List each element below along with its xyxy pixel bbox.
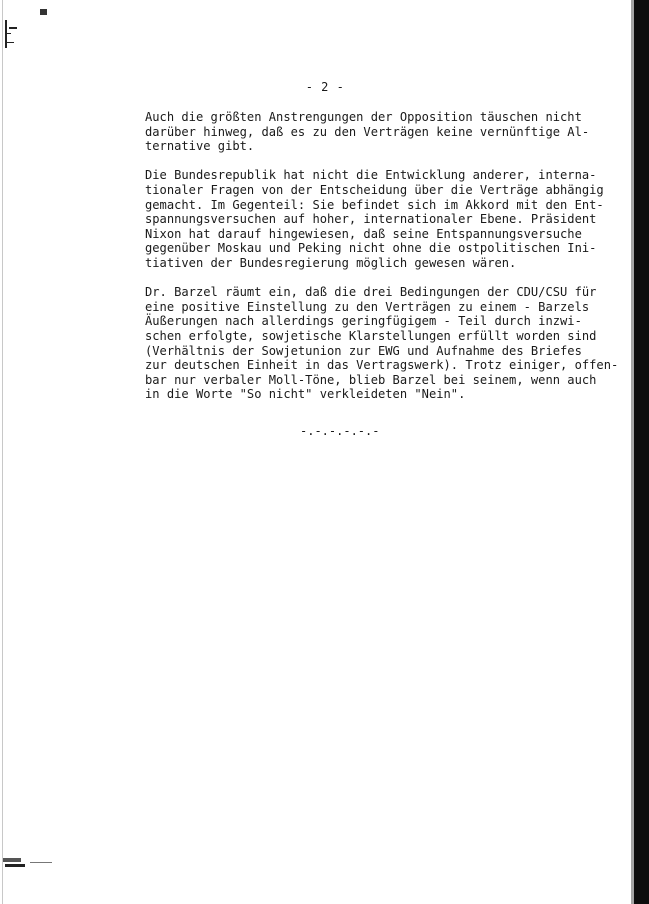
- text-line: ternative gibt.: [145, 139, 255, 154]
- text-line: in die Worte "So nicht" verkleideten "Nein".: [145, 387, 466, 402]
- text-line: zur deutschen Einheit in das Vertragswerk). Trotz einiger, offen-: [145, 358, 619, 373]
- text-line: tiativen der Bundesregierung möglich gewesen wären.: [145, 255, 517, 270]
- paragraph-1: [145, 110, 615, 154]
- text-line: tionaler Fragen von der Entscheidung über die Verträge abhängig: [145, 182, 604, 197]
- paragraph-2: [145, 168, 615, 270]
- text-line: Äußerungen nach allerdings geringfügigem - Teil durch inzwi-: [145, 314, 582, 329]
- paragraph-3: [145, 285, 619, 402]
- scan-artifact: [5, 20, 7, 48]
- scan-artifact: [5, 42, 14, 43]
- text-line: darüber hinweg, daß es zu den Verträgen keine vernünftige Al-: [145, 124, 590, 139]
- text-line: gegenüber Moskau und Peking nicht ohne die ostpolitischen Ini-: [145, 241, 597, 256]
- text-line: spannungsversuchen auf hoher, internationaler Ebene. Präsident: [145, 212, 597, 227]
- document-body: [145, 110, 619, 416]
- scan-artifact: [3, 858, 21, 862]
- scan-artifact: [30, 862, 52, 863]
- scan-edge: [634, 0, 649, 904]
- page-number: - 2 -: [305, 80, 345, 94]
- text-line: (Verhältnis der Sowjetunion zur EWG und Aufnahme des Briefes: [145, 343, 582, 358]
- scan-artifact: [5, 33, 11, 34]
- text-line: Die Bundesrepublik hat nicht die Entwicklung anderer, interna-: [145, 168, 597, 183]
- scan-artifact: [40, 9, 47, 15]
- text-line: Nixon hat darauf hingewiesen, daß seine Entspannungsversuche: [145, 226, 582, 241]
- text-line: gemacht. Im Gegenteil: Sie befindet sich im Akkord mit den Ent-: [145, 197, 604, 212]
- text-line: schen erfolgte, sowjetische Klarstellungen erfüllt worden sind: [145, 328, 597, 343]
- text-line: Auch die größten Anstrengungen der Opposition täuschen nicht: [145, 110, 582, 124]
- scan-artifact: [9, 27, 17, 29]
- scan-border-line: [2, 0, 3, 904]
- text-line: bar nur verbaler Moll-Töne, blieb Barzel bei seinem, wenn auch: [145, 372, 597, 387]
- text-line: eine positive Einstellung zu den Verträgen zu einem - Barzels: [145, 299, 590, 314]
- end-separator: -.-.-.-.-.-: [300, 424, 380, 438]
- scan-artifact: [5, 864, 25, 867]
- text-line: Dr. Barzel räumt ein, daß die drei Bedingungen der CDU/CSU für: [145, 285, 597, 300]
